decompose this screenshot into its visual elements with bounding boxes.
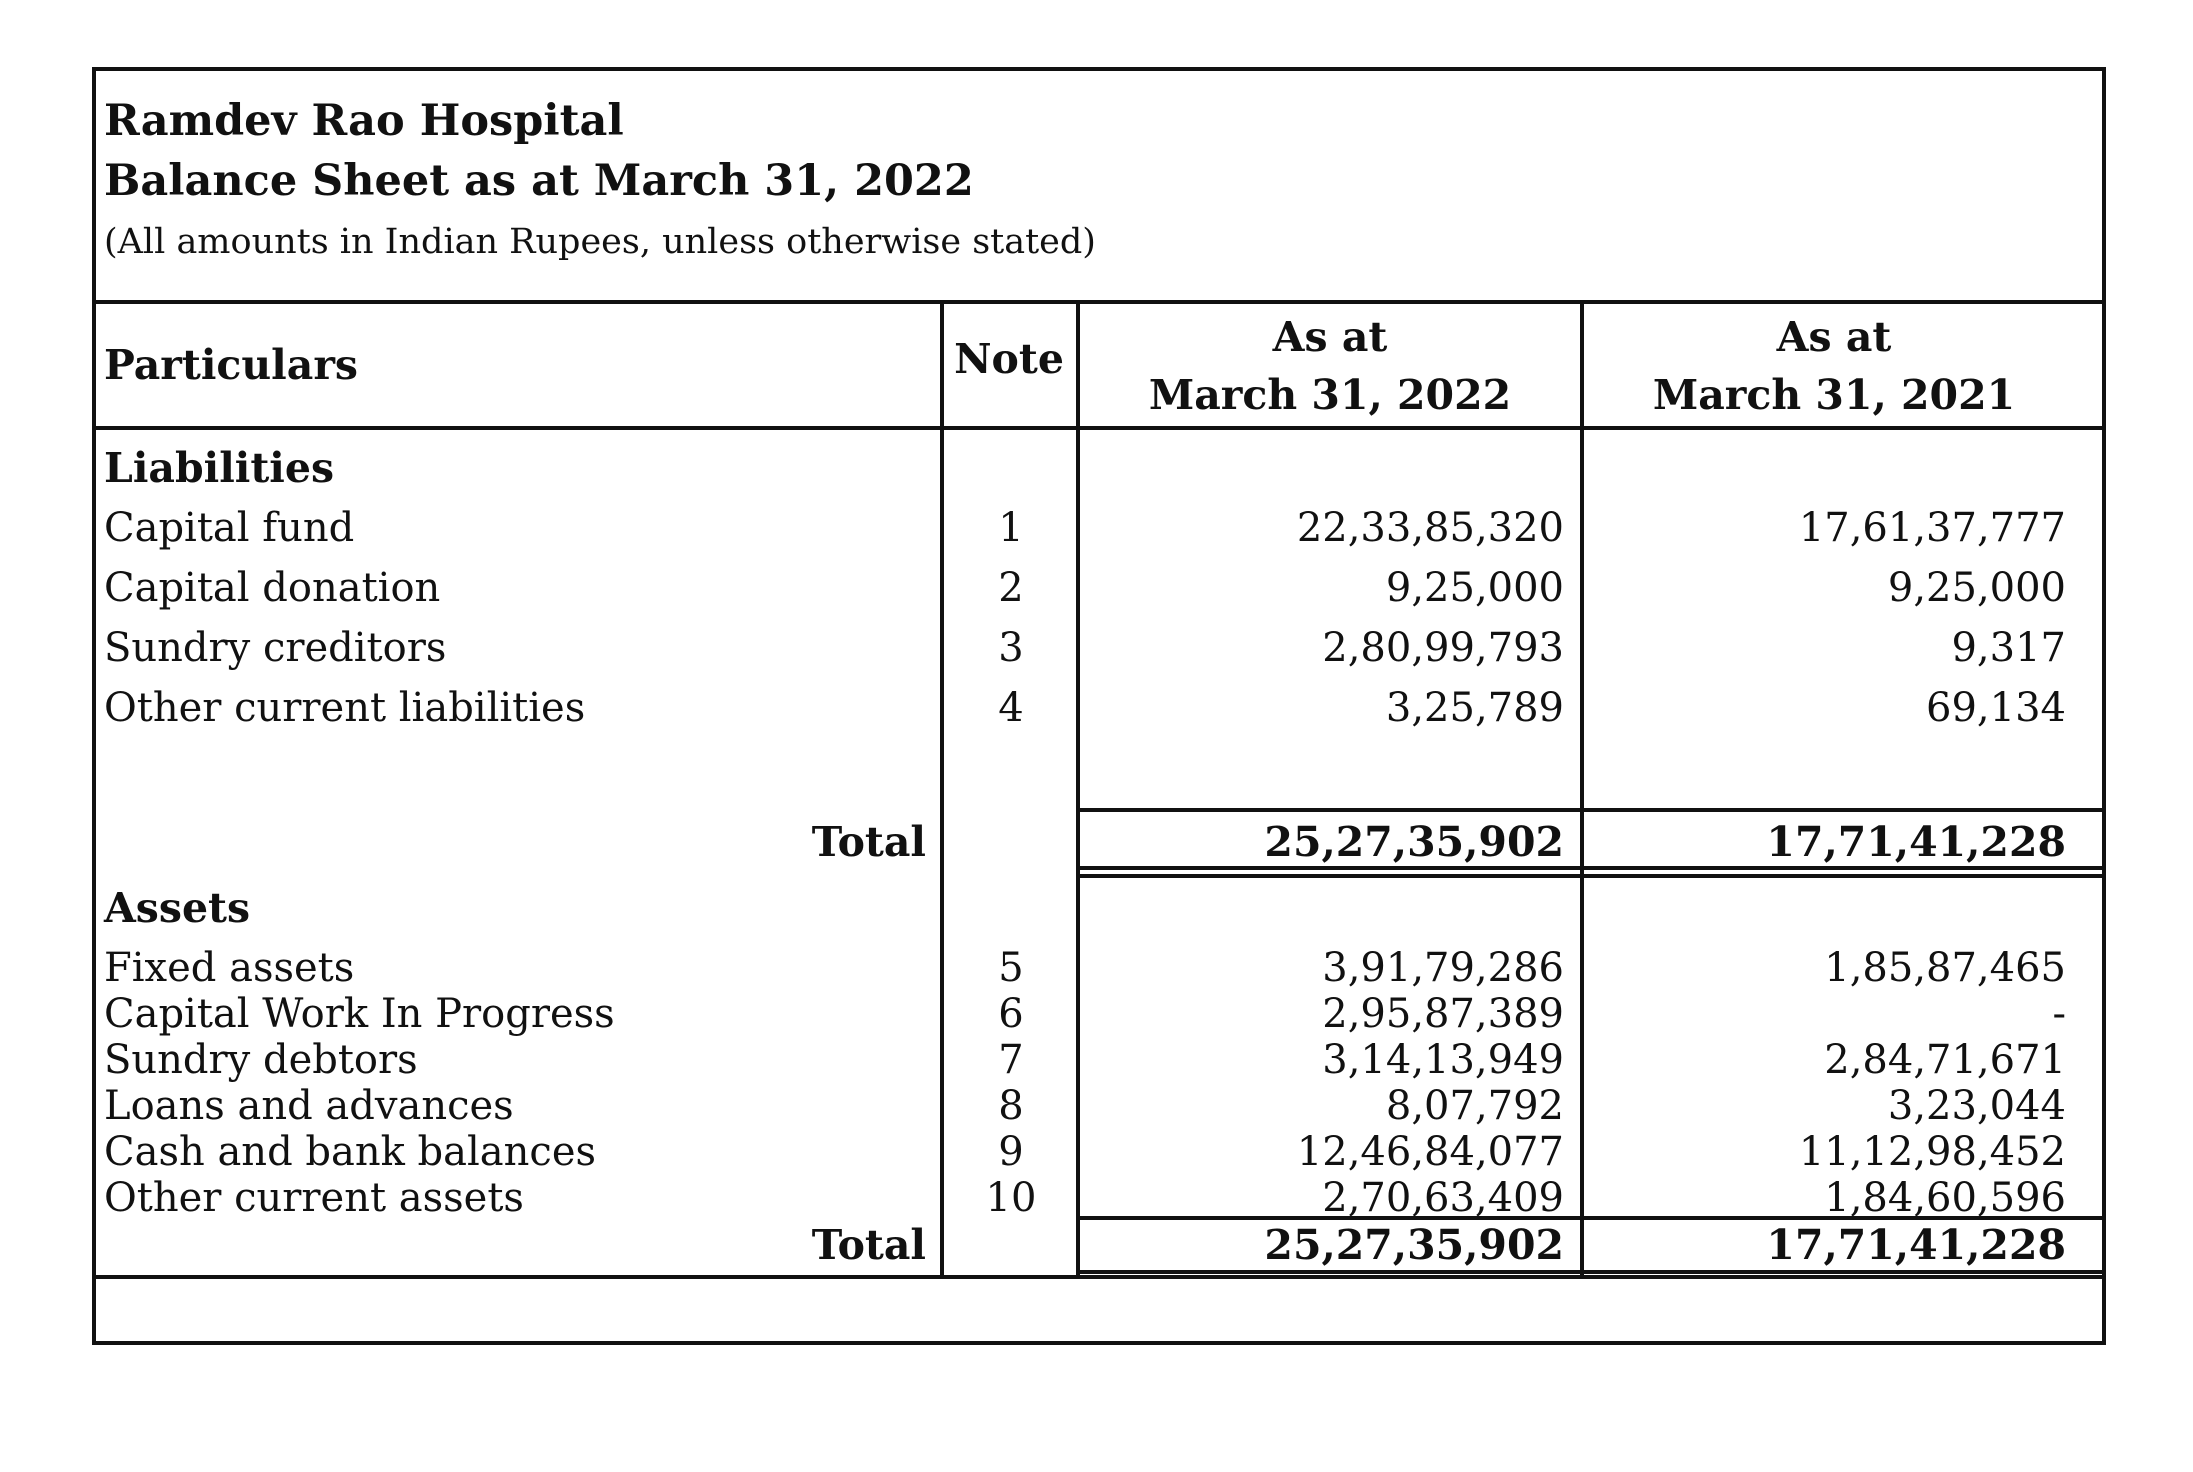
- total-value-2021: 17,71,41,228: [1766, 818, 2066, 866]
- row-label: Capital donation: [104, 565, 441, 611]
- row-value-2022: 3,25,789: [1385, 685, 1564, 731]
- column-header-particulars: Particulars: [104, 341, 359, 389]
- row-note: 3: [998, 625, 1024, 671]
- row-note: 5: [998, 945, 1024, 991]
- row-value-2021: 2,84,71,671: [1824, 1037, 2066, 1083]
- row-value-2021: 3,23,044: [1887, 1083, 2066, 1129]
- row-value-2022: 2,80,99,793: [1322, 625, 1564, 671]
- row-note: 9: [998, 1129, 1024, 1175]
- row-value-2021: 1,84,60,596: [1824, 1175, 2066, 1221]
- total-value-2022: 25,27,35,902: [1264, 818, 1564, 866]
- total-label: Total: [811, 1221, 926, 1269]
- row-value-2021: 17,61,37,777: [1798, 505, 2066, 551]
- total-label: Total: [811, 818, 926, 866]
- total-value-2022: 25,27,35,902: [1264, 1221, 1564, 1269]
- row-value-2021: -: [2052, 991, 2066, 1037]
- row-label: Sundry creditors: [104, 625, 447, 671]
- row-note: 4: [998, 685, 1024, 731]
- row-label: Capital fund: [104, 505, 355, 551]
- row-note: 1: [998, 505, 1024, 551]
- row-note: 8: [998, 1083, 1024, 1129]
- column-header-note: Note: [954, 335, 1064, 383]
- entity-name: Ramdev Rao Hospital: [104, 96, 624, 146]
- row-note: 10: [985, 1175, 1037, 1221]
- row-value-2021: 9,317: [1951, 625, 2066, 671]
- column-header-py-line2: March 31, 2021: [1652, 371, 2016, 419]
- document-header: [96, 71, 2102, 304]
- row-label: Loans and advances: [104, 1083, 514, 1129]
- row-note: 6: [998, 991, 1024, 1037]
- row-value-2022: 8,07,792: [1385, 1083, 1564, 1129]
- row-value-2021: 1,85,87,465: [1824, 945, 2066, 991]
- row-label: Cash and bank balances: [104, 1129, 597, 1175]
- row-value-2022: 2,95,87,389: [1322, 991, 1564, 1037]
- row-value-2021: 11,12,98,452: [1798, 1129, 2066, 1175]
- total-value-2021: 17,71,41,228: [1766, 1221, 2066, 1269]
- row-value-2021: 9,25,000: [1887, 565, 2066, 611]
- row-value-2022: 3,91,79,286: [1322, 945, 1564, 991]
- column-header-py-line1: As at: [1776, 313, 1892, 361]
- balance-sheet-table-continued: [96, 304, 2102, 1279]
- row-value-2021: 69,134: [1926, 685, 2066, 731]
- column-header-cy-line1: As at: [1272, 313, 1388, 361]
- row-label: Other current assets: [104, 1175, 524, 1221]
- row-value-2022: 3,14,13,949: [1322, 1037, 1564, 1083]
- statement-title: Balance Sheet as at March 31, 2022: [104, 156, 974, 206]
- row-value-2022: 22,33,85,320: [1296, 505, 1564, 551]
- row-value-2022: 2,70,63,409: [1322, 1175, 1564, 1221]
- row-value-2022: 9,25,000: [1385, 565, 1564, 611]
- row-label: Fixed assets: [104, 945, 355, 991]
- row-label: Capital Work In Progress: [104, 991, 615, 1037]
- row-label: Other current liabilities: [104, 685, 586, 731]
- section-label: Assets: [104, 884, 251, 932]
- row-label: Sundry debtors: [104, 1037, 418, 1083]
- row-note: 7: [998, 1037, 1024, 1083]
- amount-basis-note: (All amounts in Indian Rupees, unless otherwise stated): [104, 222, 1096, 262]
- row-value-2022: 12,46,84,077: [1296, 1129, 1564, 1175]
- section-label: Liabilities: [104, 444, 335, 492]
- column-header-cy-line2: March 31, 2022: [1148, 371, 1512, 419]
- row-note: 2: [998, 565, 1024, 611]
